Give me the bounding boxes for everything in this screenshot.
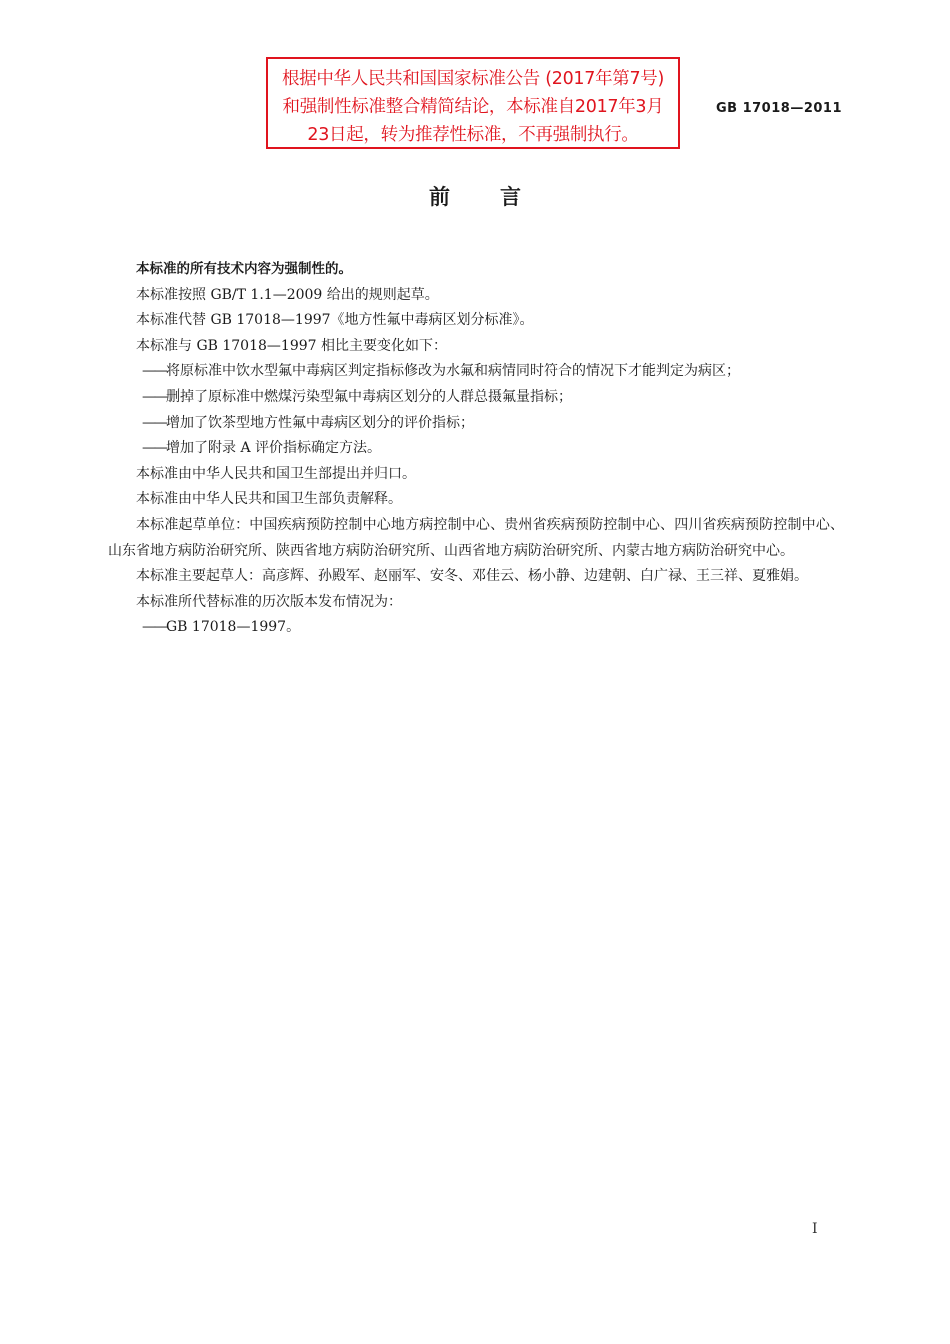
- dash-marker: ——: [142, 619, 166, 636]
- paragraph-changes-intro: 本标准与 GB 17018—1997 相比主要变化如下：: [136, 337, 447, 354]
- paragraph-interpreted-by: 本标准由中华人民共和国卫生部负责解释。: [136, 491, 402, 508]
- dash-marker: ——: [142, 440, 166, 457]
- list-item: [108, 359, 844, 385]
- dash-marker: ——: [142, 388, 166, 405]
- change-item-text: 删掉了原标准中燃煤污染型氟中毒病区划分的人群总摄氟量指标；: [166, 388, 572, 405]
- change-item-text: 增加了饮茶型地方性氟中毒病区划分的评价指标；: [166, 414, 474, 431]
- paragraph-proposed-by: 本标准由中华人民共和国卫生部提出并归口。: [136, 465, 416, 482]
- list-item: [108, 615, 844, 641]
- change-item-text: 将原标准中饮水型氟中毒病区判定指标修改为水氟和病情同时符合的情况下才能判定为病区；: [166, 363, 740, 380]
- page-number: I: [812, 1221, 818, 1237]
- paragraph-drafting-rules: 本标准按照 GB/T 1.1—2009 给出的规则起草。: [136, 286, 439, 303]
- dash-marker: ——: [142, 363, 166, 380]
- paragraph-replaces: 本标准代替 GB 17018—1997《地方性氟中毒病区划分标准》。: [136, 312, 534, 329]
- change-item-text: 增加了附录 A 评价指标确定方法。: [166, 440, 382, 457]
- list-item: [108, 411, 844, 437]
- list-item: [108, 436, 844, 462]
- notice-text: 根据中华人民共和国国家标准公告 (2017年第7号) 和强制性标准整合精简结论，本标准自2017年3月23日起，转为推荐性标准，不再强制执行。: [281, 69, 665, 145]
- list-item: [108, 385, 844, 411]
- dash-marker: ——: [142, 414, 166, 431]
- notice-box: [266, 57, 680, 149]
- foreword-body: [108, 257, 844, 641]
- standard-number: GB 17018—2011: [715, 101, 842, 116]
- history-item-text: GB 17018—1997。: [166, 619, 301, 636]
- paragraph-mandatory: 本标准的所有技术内容为强制性的。: [136, 261, 352, 277]
- page-title: 前言: [429, 185, 571, 209]
- paragraph-drafters: 本标准主要起草人：高彦辉、孙殿军、赵丽军、安冬、邓佳云、杨小静、边建朝、白广禄、王三祥、夏雅娟。: [136, 568, 808, 585]
- paragraph-history-intro: 本标准所代替标准的历次版本发布情况为：: [136, 593, 402, 610]
- paragraph-drafting-units: 本标准起草单位：中国疾病预防控制中心地方病控制中心、贵州省疾病预防控制中心、四川省疾病预防控制中心、山东省地方病防治研究所、陕西省地方病防治研究所、山西省地方病防治研究所、内蒙古地方病防治研究中心。: [108, 516, 844, 559]
